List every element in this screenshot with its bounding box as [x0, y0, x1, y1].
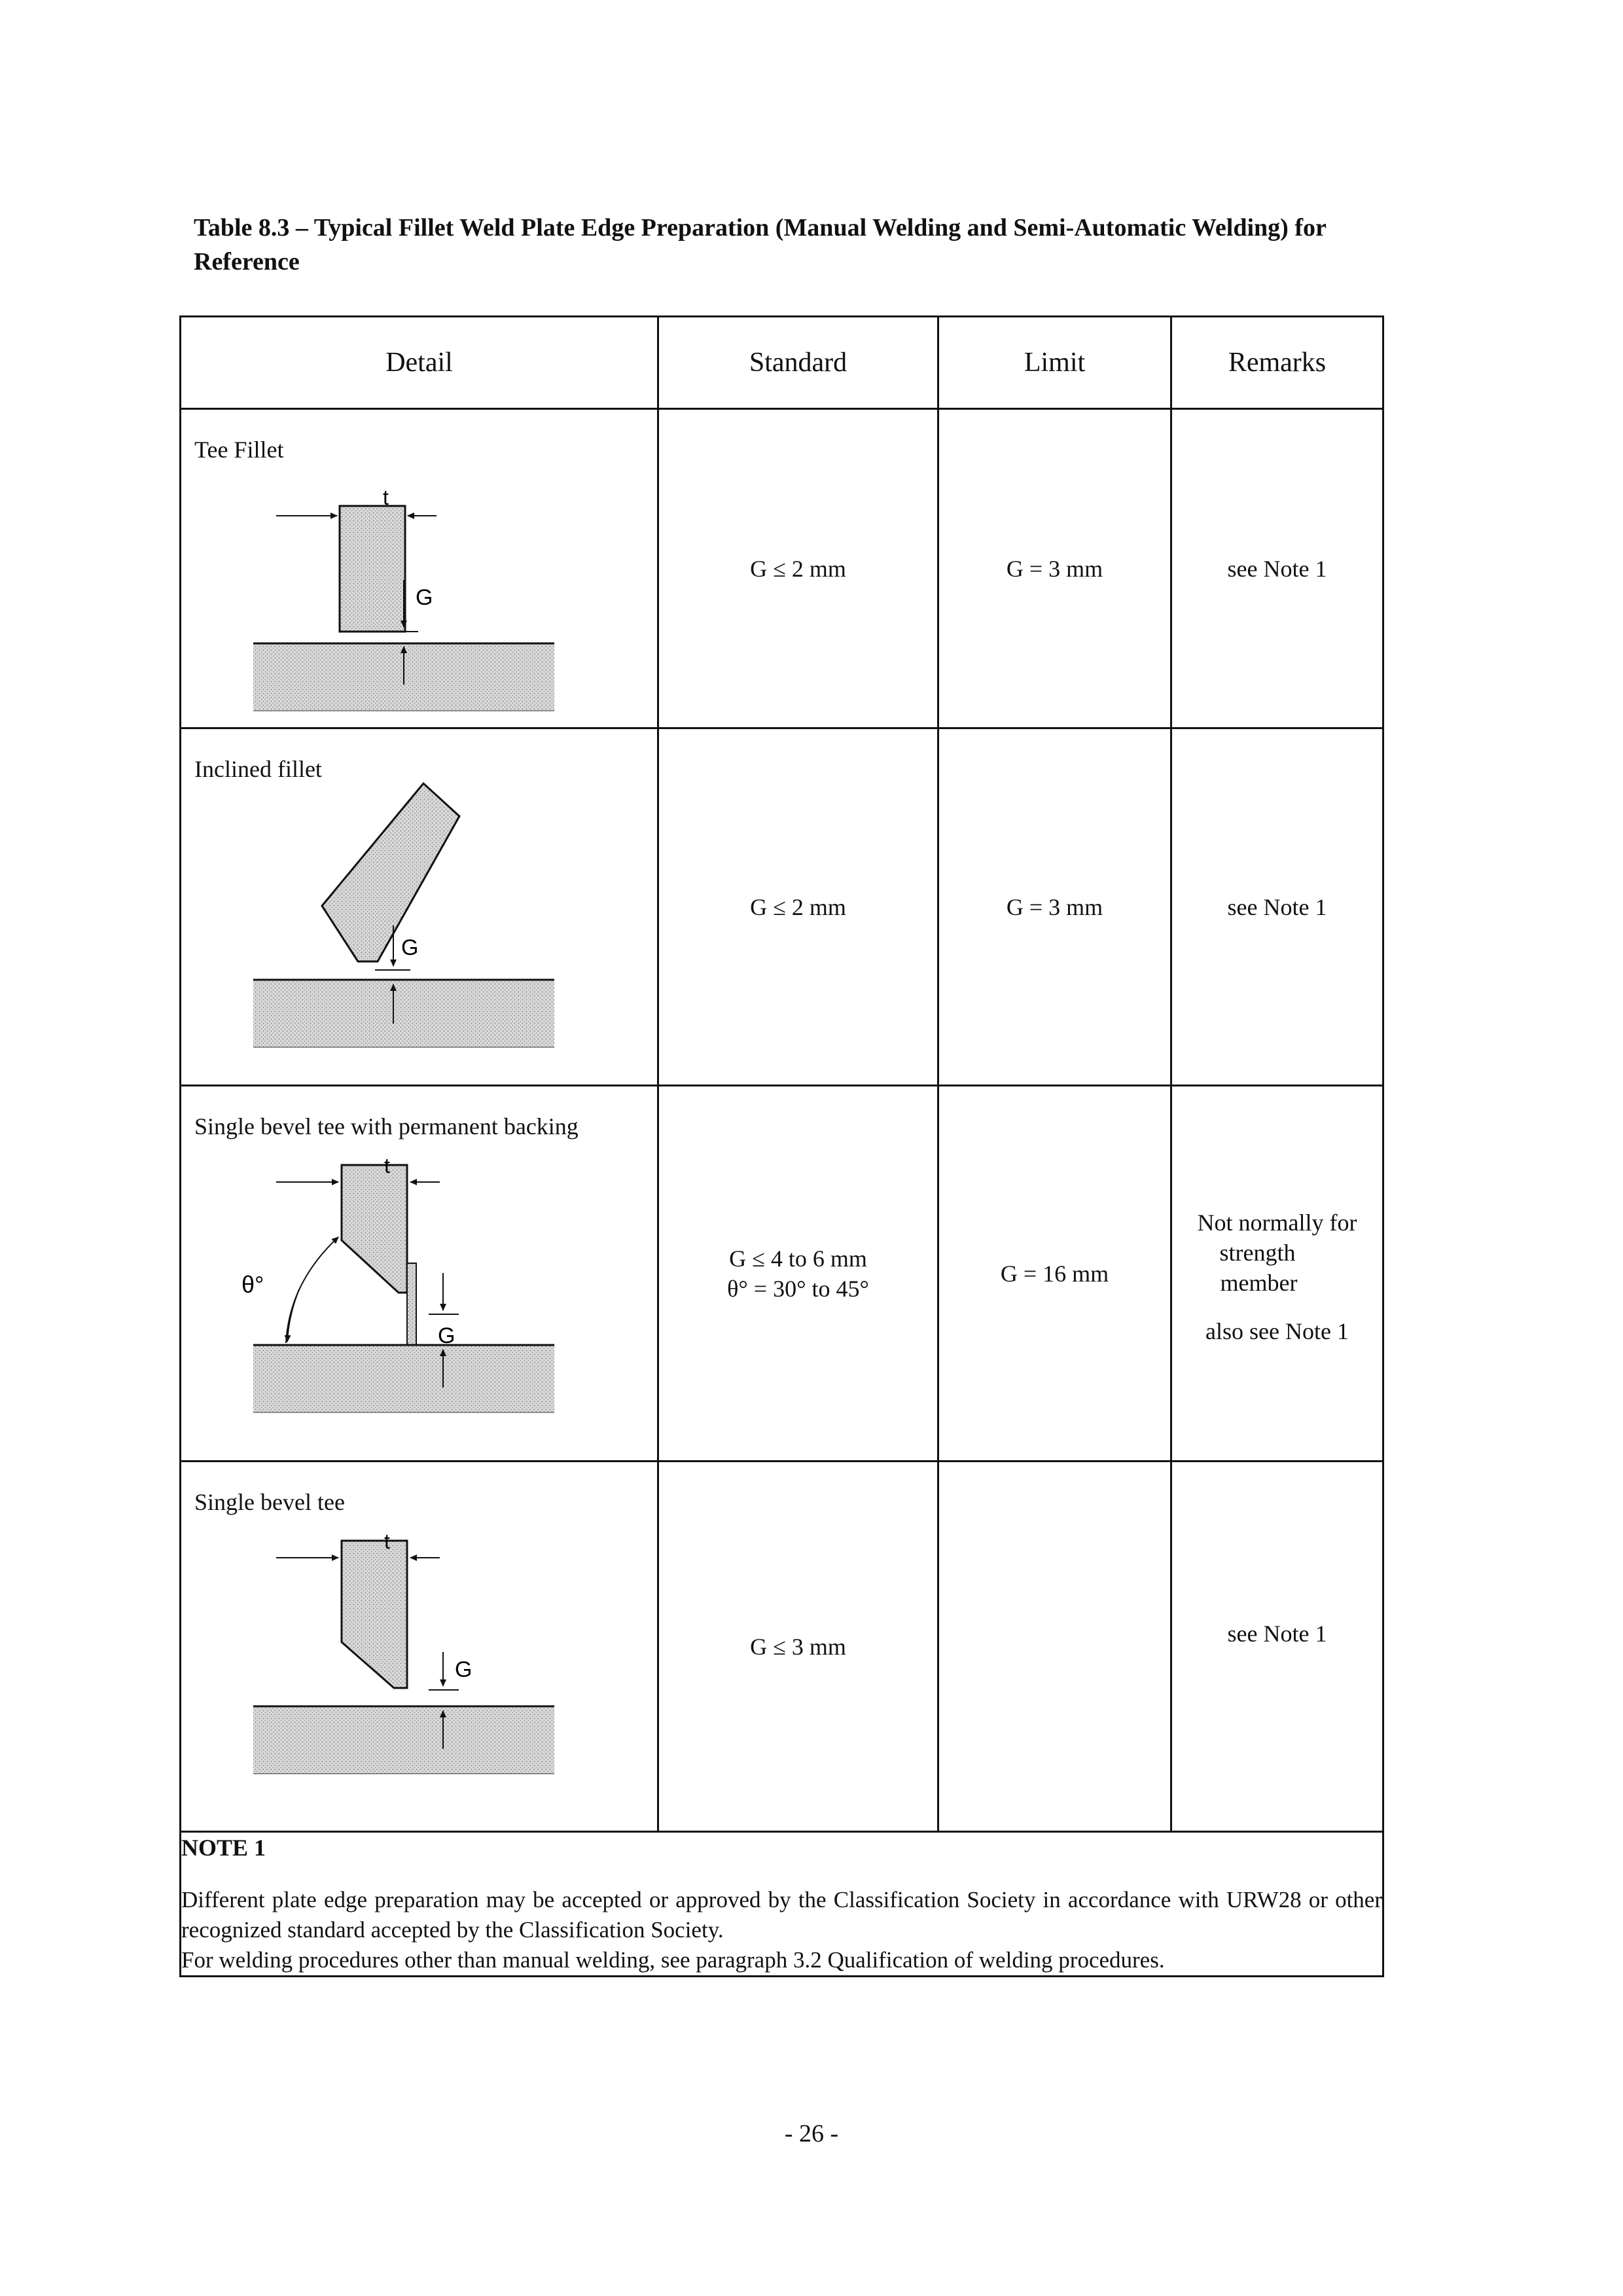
- bevelled-plate: [342, 1541, 407, 1688]
- single-bevel-tee-diagram: [247, 1530, 522, 1816]
- inclined-plate: [322, 783, 459, 961]
- standard-value: G ≤ 3 mm: [750, 1633, 846, 1660]
- header-row: [181, 317, 1383, 409]
- label-t: t: [384, 1530, 390, 1553]
- detail-cell-single-bevel-tee: [181, 1462, 658, 1832]
- note-cell: [181, 1832, 1383, 1977]
- limit-cell: [938, 1462, 1171, 1832]
- single-bevel-backing-diagram: [241, 1154, 522, 1440]
- table-row-single-bevel-tee: [181, 1462, 1383, 1832]
- base-plate: [253, 980, 554, 1047]
- limit-value: G = 3 mm: [1006, 893, 1103, 920]
- header-standard: Standard: [658, 317, 938, 409]
- label-theta: θ°: [241, 1271, 264, 1298]
- standard-value: G ≤ 2 mm: [750, 893, 846, 920]
- limit-cell: [938, 409, 1171, 728]
- note-row: [181, 1832, 1383, 1977]
- standard-cell: [658, 728, 938, 1086]
- page-number: - 26 -: [784, 2120, 839, 2147]
- table-row-inclined-fillet: [181, 728, 1383, 1086]
- label-g: G: [401, 935, 419, 960]
- detail-cell-single-bevel-backing: [181, 1086, 658, 1462]
- note-text: For welding procedures other than manual welding, see paragraph 3.2 Qualification of welding procedures.: [181, 1947, 1165, 1973]
- remarks-value: see Note 1: [1227, 555, 1327, 582]
- table-row-tee-fillet: [181, 409, 1383, 728]
- header-detail: Detail: [181, 317, 658, 409]
- tee-fillet-diagram: [247, 469, 522, 704]
- limit-value: G = 3 mm: [1006, 555, 1103, 582]
- remarks-line: member: [1220, 1269, 1298, 1296]
- row-label: Single bevel tee: [194, 1489, 345, 1515]
- remarks-value: see Note 1: [1227, 1620, 1327, 1647]
- bevelled-plate: [342, 1165, 407, 1293]
- remarks-cell: [1171, 1086, 1383, 1462]
- row-label: Single bevel tee with permanent backing: [194, 1113, 579, 1139]
- remarks-cell: [1171, 409, 1383, 728]
- label-g: G: [455, 1657, 473, 1682]
- remarks-line: strength: [1219, 1239, 1296, 1266]
- limit-cell: [938, 728, 1171, 1086]
- standard-cell: [658, 1462, 938, 1832]
- note-text: Different plate edge preparation may be accepted or approved by the Classification Society in accordance with URW28 or other recognized standard accepted by the Classification Society.: [181, 1887, 1382, 1943]
- remarks-line: also see Note 1: [1205, 1318, 1349, 1344]
- limit-value: G = 16 mm: [1000, 1260, 1109, 1287]
- weld-preparation-table: [179, 315, 1384, 1977]
- label-t: t: [384, 1154, 390, 1177]
- standard-value: G ≤ 2 mm: [750, 555, 846, 582]
- remarks-cell: [1171, 1462, 1383, 1832]
- standard-angle: θ° = 30° to 45°: [727, 1275, 869, 1302]
- table-row-single-bevel-backing: [181, 1086, 1383, 1462]
- remarks-line: Not normally for: [1197, 1209, 1357, 1236]
- label-g: G: [438, 1323, 455, 1348]
- detail-cell-inclined-fillet: [181, 728, 658, 1086]
- label-t: t: [383, 486, 389, 509]
- standard-cell: [658, 409, 938, 728]
- row-label: Inclined fillet: [194, 756, 322, 782]
- header-limit: Limit: [938, 317, 1171, 409]
- detail-cell-tee-fillet: [181, 409, 658, 728]
- inclined-fillet-diagram: [247, 795, 522, 1069]
- row-label: Tee Fillet: [194, 437, 284, 463]
- remarks-value: see Note 1: [1227, 893, 1327, 920]
- remarks-cell: [1171, 728, 1383, 1086]
- base-plate: [253, 1706, 554, 1774]
- backing-strip: [407, 1263, 416, 1345]
- base-plate: [253, 1345, 554, 1412]
- header-remarks: Remarks: [1171, 317, 1383, 409]
- standard-cell: [658, 1086, 938, 1462]
- note-title: NOTE 1: [181, 1835, 266, 1861]
- table-title: Table 8.3 – Typical Fillet Weld Plate Edge Preparation (Manual Welding and Semi-Automatic Welding) for Reference: [194, 214, 1327, 276]
- vertical-plate: [340, 506, 405, 632]
- label-g: G: [416, 585, 433, 610]
- standard-value: G ≤ 4 to 6 mm: [729, 1245, 867, 1272]
